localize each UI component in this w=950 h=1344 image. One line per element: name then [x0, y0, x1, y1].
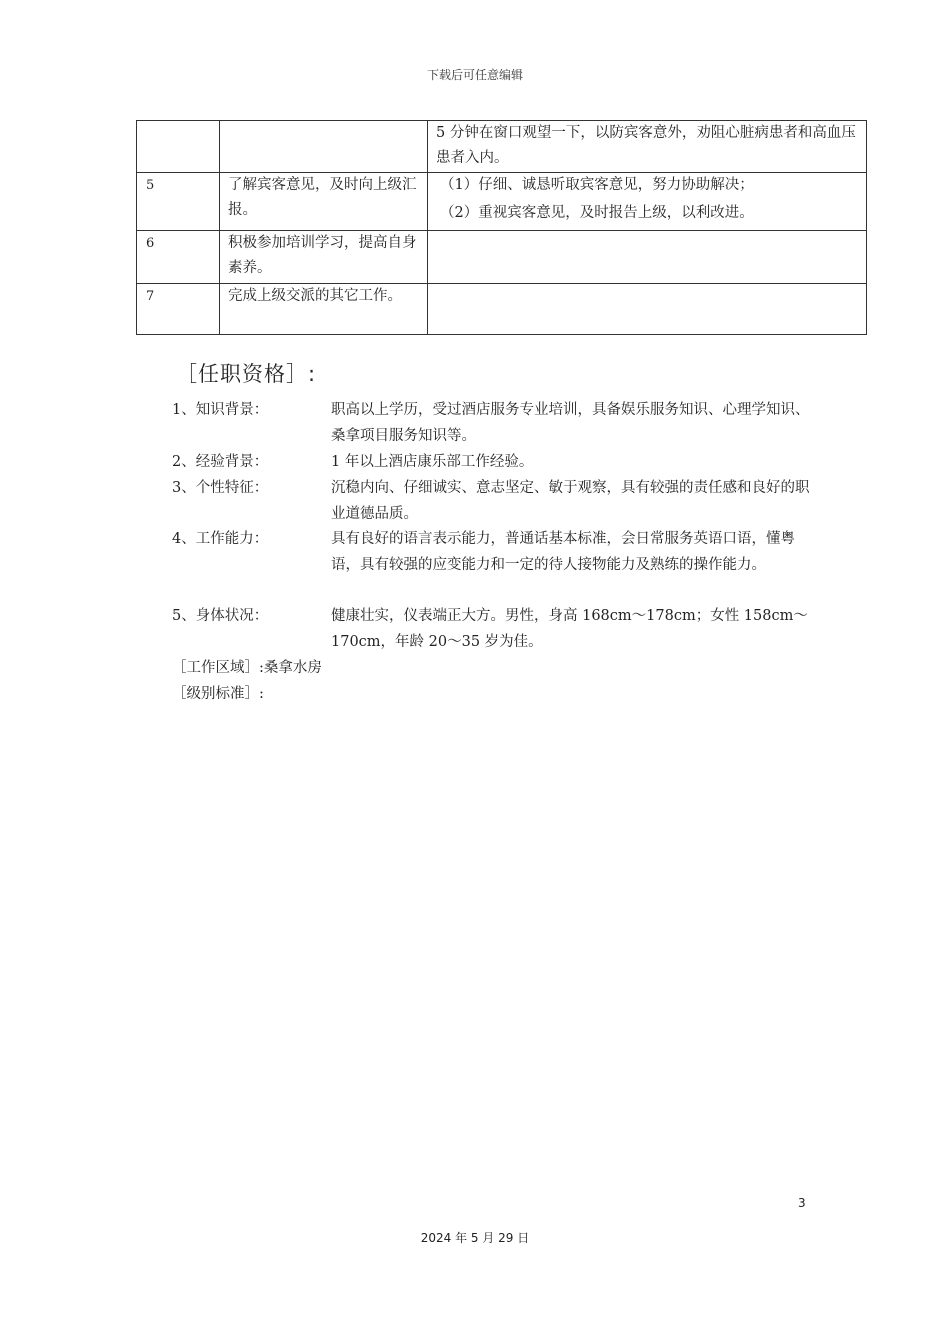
- duty-cell: 积极参加培训学习，提高自身素养。: [220, 231, 428, 284]
- qualification-label: 4、工作能力：: [172, 531, 269, 547]
- qualification-item: [172, 603, 812, 655]
- detail-cell: [428, 121, 867, 173]
- row-number: 5: [137, 173, 220, 231]
- footer-date: 2024 年 5 月 29 日: [420, 1231, 530, 1245]
- qualification-label: 3、个性特征：: [172, 480, 269, 496]
- qualification-label: 2、经验背景：: [172, 454, 269, 470]
- detail-cell: [428, 173, 867, 231]
- duties-table: [136, 120, 867, 335]
- qualification-item: [172, 526, 812, 578]
- table-row: [137, 284, 867, 335]
- qualification-item: [172, 449, 812, 475]
- detail-line: （2）重视宾客意见，及时报告上级，以利改进。: [440, 205, 754, 221]
- duty-cell: [220, 121, 428, 173]
- qualification-text: 1 年以上酒店康乐部工作经验。: [331, 454, 534, 470]
- table-row: [137, 121, 867, 173]
- detail-cell: [428, 231, 867, 284]
- duty-cell: 了解宾客意见，及时向上级汇报。: [220, 173, 428, 231]
- row-number: 7: [137, 284, 220, 335]
- duty-cell: 完成上级交派的其它工作。: [220, 284, 428, 335]
- qualification-item: [172, 475, 812, 527]
- qualification-text: 职高以上学历，受过酒店服务专业培训，具备娱乐服务知识、心理学知识、桑拿项目服务知识等。: [331, 402, 810, 444]
- qualification-item: [172, 397, 812, 449]
- work-area: ［工作区域］:桑拿水房: [172, 660, 322, 676]
- table-row: [137, 173, 867, 231]
- page-header: 下载后可任意编辑: [426, 68, 523, 82]
- qualification-label: 5、身体状况：: [172, 608, 269, 624]
- qualifications-title: ［任职资格］:: [176, 362, 317, 386]
- detail-line: 5 分钟在窗口观望一下，以防宾客意外，劝阻心脏病患者和高血压患者入内。: [436, 125, 856, 166]
- qualification-text: 沉稳内向、仔细诚实、意志坚定、敏于观察，具有较强的责任感和良好的职业道德品质。: [331, 480, 810, 522]
- qualification-text: 健康壮实，仪表端正大方。男性，身高 168cm～178cm；女性 158cm～170cm，年龄 20～35 岁为佳。: [331, 608, 808, 650]
- qualification-text: 具有良好的语言表示能力，普通话基本标准，会日常服务英语口语，懂粤语，具有较强的应变能力和一定的待人接物能力及熟练的操作能力。: [331, 531, 795, 573]
- row-number: [137, 121, 220, 173]
- detail-cell: [428, 284, 867, 335]
- level-standard: ［级别标准］:: [172, 686, 264, 702]
- table-row: [137, 231, 867, 284]
- qualification-label: 1、知识背景：: [172, 402, 269, 418]
- page-number: 3: [798, 1196, 806, 1210]
- detail-line: （1）仔细、诚恳听取宾客意见，努力协助解决；: [440, 177, 754, 193]
- row-number: 6: [137, 231, 220, 284]
